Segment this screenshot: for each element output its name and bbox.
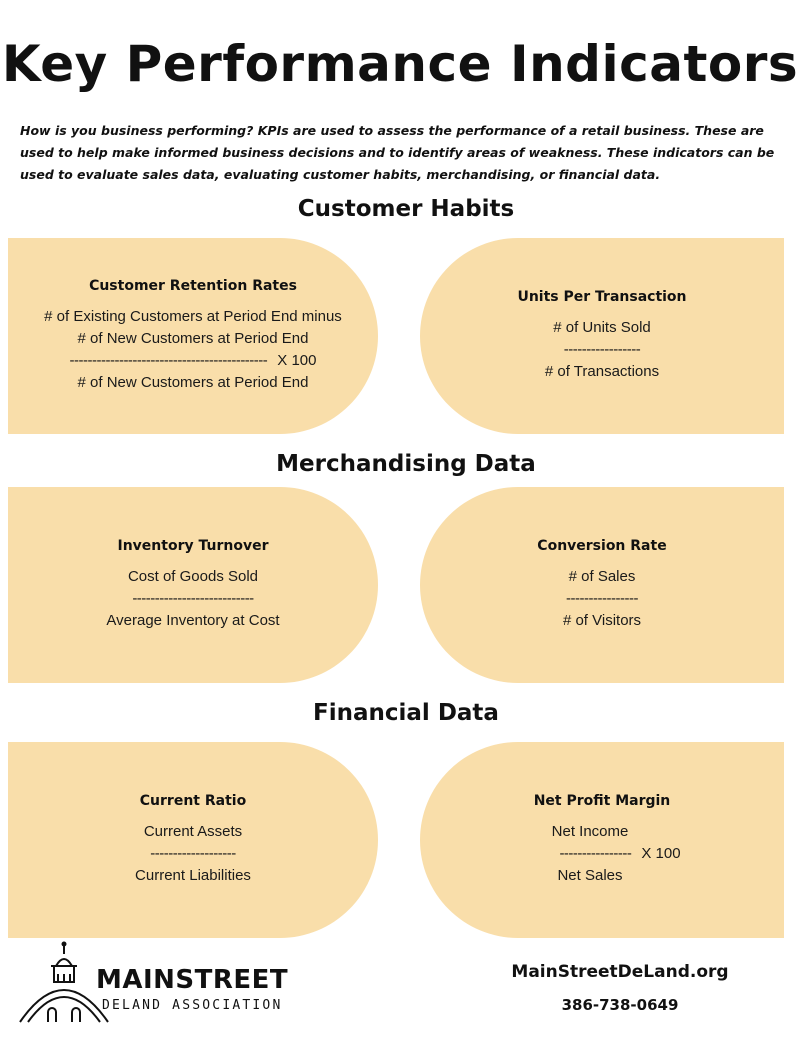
card-current-ratio xyxy=(8,742,378,938)
logo-subtitle: DELAND ASSOCIATION xyxy=(102,998,283,1013)
formula-denominator: Net Sales xyxy=(557,867,623,884)
formula-divider-row xyxy=(559,843,680,865)
card-conversion-rate xyxy=(420,487,784,683)
card-title: Net Profit Margin xyxy=(533,793,671,809)
intro-paragraph: How is you business performing? KPIs are used to assess the performance of a retail business. These are used to help make informed business decisions and to identify areas of weakness. These indicators can be used to evaluate sales data, evaluating customer habits, merchandising, or financial data. xyxy=(20,123,775,182)
section-heading-merchandising-data: Merchandising Data xyxy=(276,451,536,477)
card-title: Units Per Transaction xyxy=(517,289,687,305)
formula-numerator: Cost of Goods Sold xyxy=(127,568,259,585)
section-heading-financial-data: Financial Data xyxy=(313,700,499,726)
card-title: Current Ratio xyxy=(139,793,247,809)
formula-numerator: Net Income xyxy=(551,823,629,840)
logo-wordmark: MAINSTREET xyxy=(96,965,289,995)
formula-divider-row xyxy=(70,350,317,372)
formula-divider: --------------------------- xyxy=(132,590,254,607)
formula-denominator: # of Visitors xyxy=(562,612,642,629)
formula-numerator: # of Sales xyxy=(568,568,636,585)
card-title: Customer Retention Rates xyxy=(89,278,297,294)
phone-number: 386-738-0649 xyxy=(561,996,679,1014)
page-title: Key Performance Indicators xyxy=(1,35,799,93)
card-inventory-turnover xyxy=(8,487,378,683)
formula-numerator: # of Units Sold xyxy=(553,319,651,336)
formula-numerator-line-2: # of New Customers at Period End xyxy=(77,330,309,347)
formula-divider: -------------------------------------------- xyxy=(69,352,268,369)
card-customer-retention-rates xyxy=(8,238,378,434)
card-net-profit-margin xyxy=(420,742,784,938)
formula-denominator: # of New Customers at Period End xyxy=(77,374,309,391)
section-heading-customer-habits: Customer Habits xyxy=(297,196,515,222)
website-link[interactable]: MainStreetDeLand.org xyxy=(511,962,729,982)
formula-multiplier: X 100 xyxy=(641,845,681,862)
formula-denominator: Average Inventory at Cost xyxy=(106,612,280,629)
formula-divider: ------------------- xyxy=(150,845,236,862)
formula-divider: ----------------- xyxy=(563,341,641,358)
card-title: Inventory Turnover xyxy=(117,538,269,554)
formula-denominator: Current Liabilities xyxy=(135,867,251,884)
formula-divider: ---------------- xyxy=(566,590,638,607)
card-units-per-transaction xyxy=(420,238,784,434)
card-title: Conversion Rate xyxy=(537,538,667,554)
formula-divider: ---------------- xyxy=(559,845,632,862)
formula-numerator-line-1: # of Existing Customers at Period End minus xyxy=(44,308,342,325)
formula-multiplier: X 100 xyxy=(277,352,317,369)
formula-denominator: # of Transactions xyxy=(544,363,660,380)
formula-numerator: Current Assets xyxy=(143,823,243,840)
